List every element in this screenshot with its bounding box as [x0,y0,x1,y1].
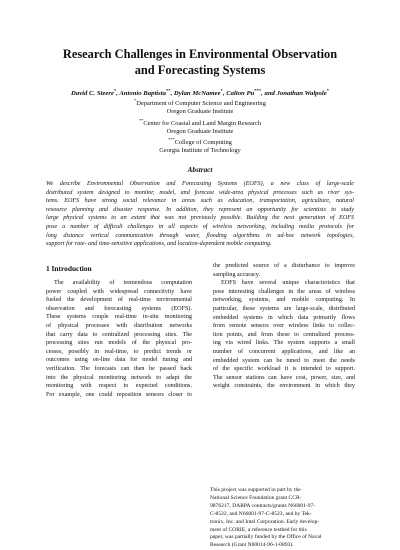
affiliation-block [60,97,340,156]
abstract-line: tems. EOFS have strong social relevance in areas such as education, transportation, agriculture, natural [46,198,354,205]
affiliation-text: Center for Coastal and Land Margin Research [143,119,262,127]
body-line: number of concurrent applications, and like an [213,348,355,355]
body-line: fueled the development of real-time environmental [46,297,192,304]
body-line: from remote sensors over wireless links to collec- [213,323,355,330]
affiliation-text: College of Computing [174,139,232,147]
affiliation-line: Oregon Graduate Institute [166,108,234,116]
affiliation-mark: *** [168,137,175,143]
abstract-line: support for rate- and time-sensitive applications, and location-dependent mobile computing. [46,241,272,248]
affiliation-line: Georgia Institute of Technology [159,147,241,155]
body-line: The availability of tremendous computation [54,280,192,286]
footnote-line: tronix, Inc. and Intel Corporation. Early develop- [210,518,320,525]
affiliation-line: Oregon Graduate Institute [166,127,234,135]
body-line: These systems couple real-time in-situ monitoring [46,314,192,321]
abstract-line: We describe Environmental Observation and Forecasting Systems (EOFS), a new class of large-scale [46,181,354,187]
author-name: Calton Pu [226,90,255,98]
footnote-line: Research (Grant N00014-96-1-0893). [210,542,294,549]
body-line: monitoring with respect to expected conditions. [46,383,192,390]
author-separator: , [116,90,120,98]
abstract-line: pose a number of difficult challenges in all aspects of wireless networking, including media protocols for [46,223,354,230]
body-line: power coupled with widespread connectivity have [46,288,192,295]
author-name: Dylan McNamee [173,90,221,98]
author-mark: * [113,88,117,93]
author-mark: * [220,88,223,93]
abstract-line: resource planning and disaster response. In addition, they represent an opportunity for scientists to study [46,206,354,213]
body-line: pose interesting challenges in the areas of wireless [213,288,355,295]
footnote-line: paper, was partially funded by the Office of Naval [210,534,322,541]
body-line: of the specific workload it is intended to support. [213,366,355,373]
paper-title [40,46,360,78]
section-heading: 1 Introduction [46,264,92,273]
body-line: networking, systems, and mobile computing. In [213,297,355,304]
affiliation-text: Department of Computer Science and Engineering [136,100,266,108]
author-separator: , and [261,90,277,98]
body-line: The sensor stations can have cost, power, size, and [213,374,355,381]
footnote-line: ment of CORIE, a reference testbed for this [210,526,307,533]
body-line: into the physical monitoring network to adapt the [46,374,192,381]
body-line: embedded system can be tuned to meet the needs [213,357,355,364]
footnote-line: C-8522, and N66001-97-C-8523, and by Tek- [210,510,312,517]
title-line-1: Research Challenges in Environmental Observation [62,47,338,61]
author-mark: *** [254,88,262,93]
abstract-body [46,180,354,249]
body-line: weight constraints, the environment in which they [213,383,355,390]
body-line: cesses, possibly in real-time, to predict trends or [46,348,192,355]
author-name: Jonathan Walpole [276,90,327,98]
affiliation-line [60,136,340,147]
abstract-line: long distance vertical communication through water, flooding algorithms in ad-hoc network topologies, [46,232,354,239]
body-line: tion points, and from these to centralized process- [213,331,355,338]
abstract-line: large physical systems to an extent that was not previously possible. Building the next generation of EOFS [46,215,354,222]
author-name: David C. Steere [71,90,114,98]
author-mark: ** [165,88,171,93]
footnote-funding [210,487,326,550]
affiliation-line [60,97,340,108]
body-line: that carry data to centralized processing sites. The [46,331,192,338]
footnote-line: 9876217, DARPA contracts/grants N66001-97- [210,502,316,509]
author-mark: * [326,88,329,93]
footnote-line: This project was supported in part by the [210,487,301,493]
body-line: For example, one could reposition sensors closer to [46,391,192,398]
affiliation-line [60,117,340,128]
body-line: sampling accuracy. [213,271,260,278]
abstract-line: distributed system designed to monitor, model, and forecast wide-area physical processes such as river sys- [46,189,354,196]
left-column [46,262,192,399]
title-line-2: and Forecasting Systems [134,63,266,77]
body-line: ing via wired links. The system supports a small [213,340,355,347]
body-line: EOFS have several unique characteristics that [221,280,355,287]
body-line: processing sites run models of the physical pro- [46,340,192,347]
affiliation-mark: * [134,98,137,103]
body-line: embedded systems in which data primarily flows [213,314,355,321]
body-line: particular, these systems are large-scale, distributed [213,305,355,312]
body-line: outcomes using on-line data for model tuning and [46,357,192,364]
author-separator: , [170,90,174,98]
footnote-line: National Science Foundation grant CCR- [210,494,302,501]
affiliation-mark: ** [138,117,144,123]
author-separator: , [222,90,227,98]
body-line: verification. The forecasts can then be passed back [46,365,192,372]
right-column [213,262,355,391]
author-name: Antonio Baptista [119,90,166,98]
body-line: of physical processes with distribution networks [46,322,192,329]
body-line: observation and forecasting systems (EOFS). [46,305,192,312]
abstract-heading: Abstract [187,166,213,174]
body-line: the predicted source of a disturbance to improve [213,263,355,269]
